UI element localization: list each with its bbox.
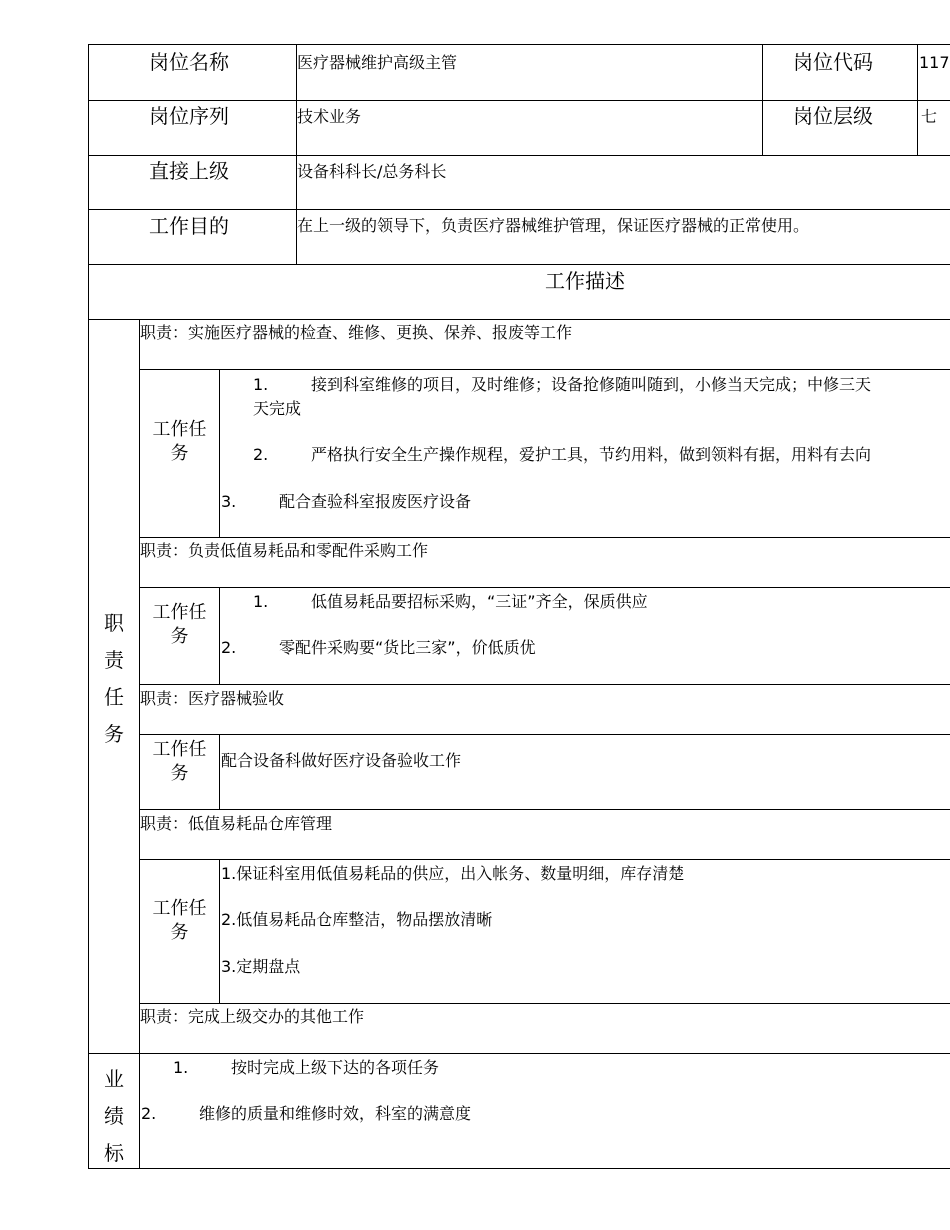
position-level-label: 岗位层级 xyxy=(793,104,873,128)
duty-title: 职责：实施医疗器械的检查、维修、更换、保养、报废等工作 xyxy=(140,323,573,342)
rule xyxy=(219,734,220,810)
performance-label-char: 绩 xyxy=(104,1104,124,1128)
task-text: 2.低值易耗品仓库整洁，物品摆放清晰 xyxy=(221,910,493,929)
task-text: 严格执行安全生产操作规程，爱护工具，节约用料，做到领料有据，用料有去向 xyxy=(311,445,872,464)
task-text: 1.保证科室用低值易耗品的供应，出入帐务、数量明细，库存清楚 xyxy=(221,864,685,883)
duty-title: 职责：完成上级交办的其他工作 xyxy=(140,1007,365,1026)
rule xyxy=(139,734,950,735)
performance-text: 按时完成上级下达的各项任务 xyxy=(231,1058,440,1077)
task-label xyxy=(140,418,219,466)
duties-label-char: 职 xyxy=(104,611,124,635)
task-number: 1. xyxy=(253,375,269,394)
rule xyxy=(88,319,950,320)
rule xyxy=(219,859,220,1004)
task-text-continued: 天完成 xyxy=(253,399,302,418)
duty-title: 职责：负责低值易耗品和零配件采购工作 xyxy=(140,541,429,560)
position-series-value: 技术业务 xyxy=(297,107,362,126)
rule xyxy=(88,44,950,45)
rule xyxy=(88,1053,950,1054)
duties-label-char: 务 xyxy=(104,722,124,746)
description-title: 工作描述 xyxy=(545,269,625,293)
position-code-value: 117 xyxy=(919,53,950,72)
position-name-value: 医疗器械维护高级主管 xyxy=(297,53,458,72)
task-text: 3.定期盘点 xyxy=(221,957,301,976)
rule xyxy=(139,537,950,538)
task-label-line: 工作任 xyxy=(152,602,207,623)
duties-label-char: 任 xyxy=(104,685,124,709)
purpose-value: 在上一级的领导下，负责医疗器械维护管理，保证医疗器械的正常使用。 xyxy=(297,216,810,235)
duties-label-char: 责 xyxy=(104,648,124,672)
duty-title: 职责：医疗器械验收 xyxy=(140,689,285,708)
task-text: 接到科室维修的项目，及时维修；设备抢修随叫随到，小修当天完成；中修三天 xyxy=(311,375,872,394)
task-label-line: 务 xyxy=(170,922,189,943)
position-code-label: 岗位代码 xyxy=(793,50,873,74)
task-text: 配合设备科做好医疗设备验收工作 xyxy=(221,751,462,770)
rule xyxy=(88,209,950,210)
performance-number: 2. xyxy=(141,1104,157,1123)
task-text: 低值易耗品要招标采购，“三证”齐全，保质供应 xyxy=(311,592,648,611)
rule xyxy=(917,44,918,156)
task-label-line: 务 xyxy=(170,443,189,464)
performance-text: 维修的质量和维修时效，科室的满意度 xyxy=(199,1104,472,1123)
rule xyxy=(139,809,950,810)
task-number: 2. xyxy=(253,445,269,464)
task-number: 1. xyxy=(253,592,269,611)
task-label xyxy=(140,897,219,945)
task-number: 3. xyxy=(221,492,237,511)
rule xyxy=(219,369,220,538)
task-label-line: 务 xyxy=(170,763,189,784)
task-label-line: 务 xyxy=(170,626,189,647)
position-name-label: 岗位名称 xyxy=(149,50,229,74)
task-label-line: 工作任 xyxy=(152,739,207,760)
supervisor-value: 设备科科长/总务科长 xyxy=(297,162,447,181)
task-label-line: 工作任 xyxy=(152,419,207,440)
performance-number: 1. xyxy=(173,1058,189,1077)
duties-label xyxy=(89,605,139,753)
task-text: 零配件采购要“货比三家”，价低质优 xyxy=(279,638,536,657)
rule xyxy=(139,684,950,685)
rule xyxy=(139,1003,950,1004)
purpose-label: 工作目的 xyxy=(149,214,229,238)
rule xyxy=(88,1168,950,1169)
rule xyxy=(762,44,763,156)
rule xyxy=(88,155,950,156)
rule xyxy=(219,587,220,685)
rule xyxy=(139,587,950,588)
performance-label-char: 业 xyxy=(104,1067,124,1091)
duty-title: 职责：低值易耗品仓库管理 xyxy=(140,814,333,833)
position-level-value: 七 xyxy=(921,107,938,126)
position-series-label: 岗位序列 xyxy=(149,104,229,128)
task-label xyxy=(140,738,219,786)
supervisor-label: 直接上级 xyxy=(149,159,229,183)
rule xyxy=(139,369,950,370)
task-label-line: 工作任 xyxy=(152,898,207,919)
task-text: 配合查验科室报废医疗设备 xyxy=(279,492,472,511)
performance-label xyxy=(89,1061,139,1172)
rule xyxy=(88,100,950,101)
rule xyxy=(88,264,950,265)
performance-label-char: 标 xyxy=(104,1141,124,1165)
task-number: 2. xyxy=(221,638,237,657)
task-label xyxy=(140,601,219,649)
rule xyxy=(139,859,950,860)
